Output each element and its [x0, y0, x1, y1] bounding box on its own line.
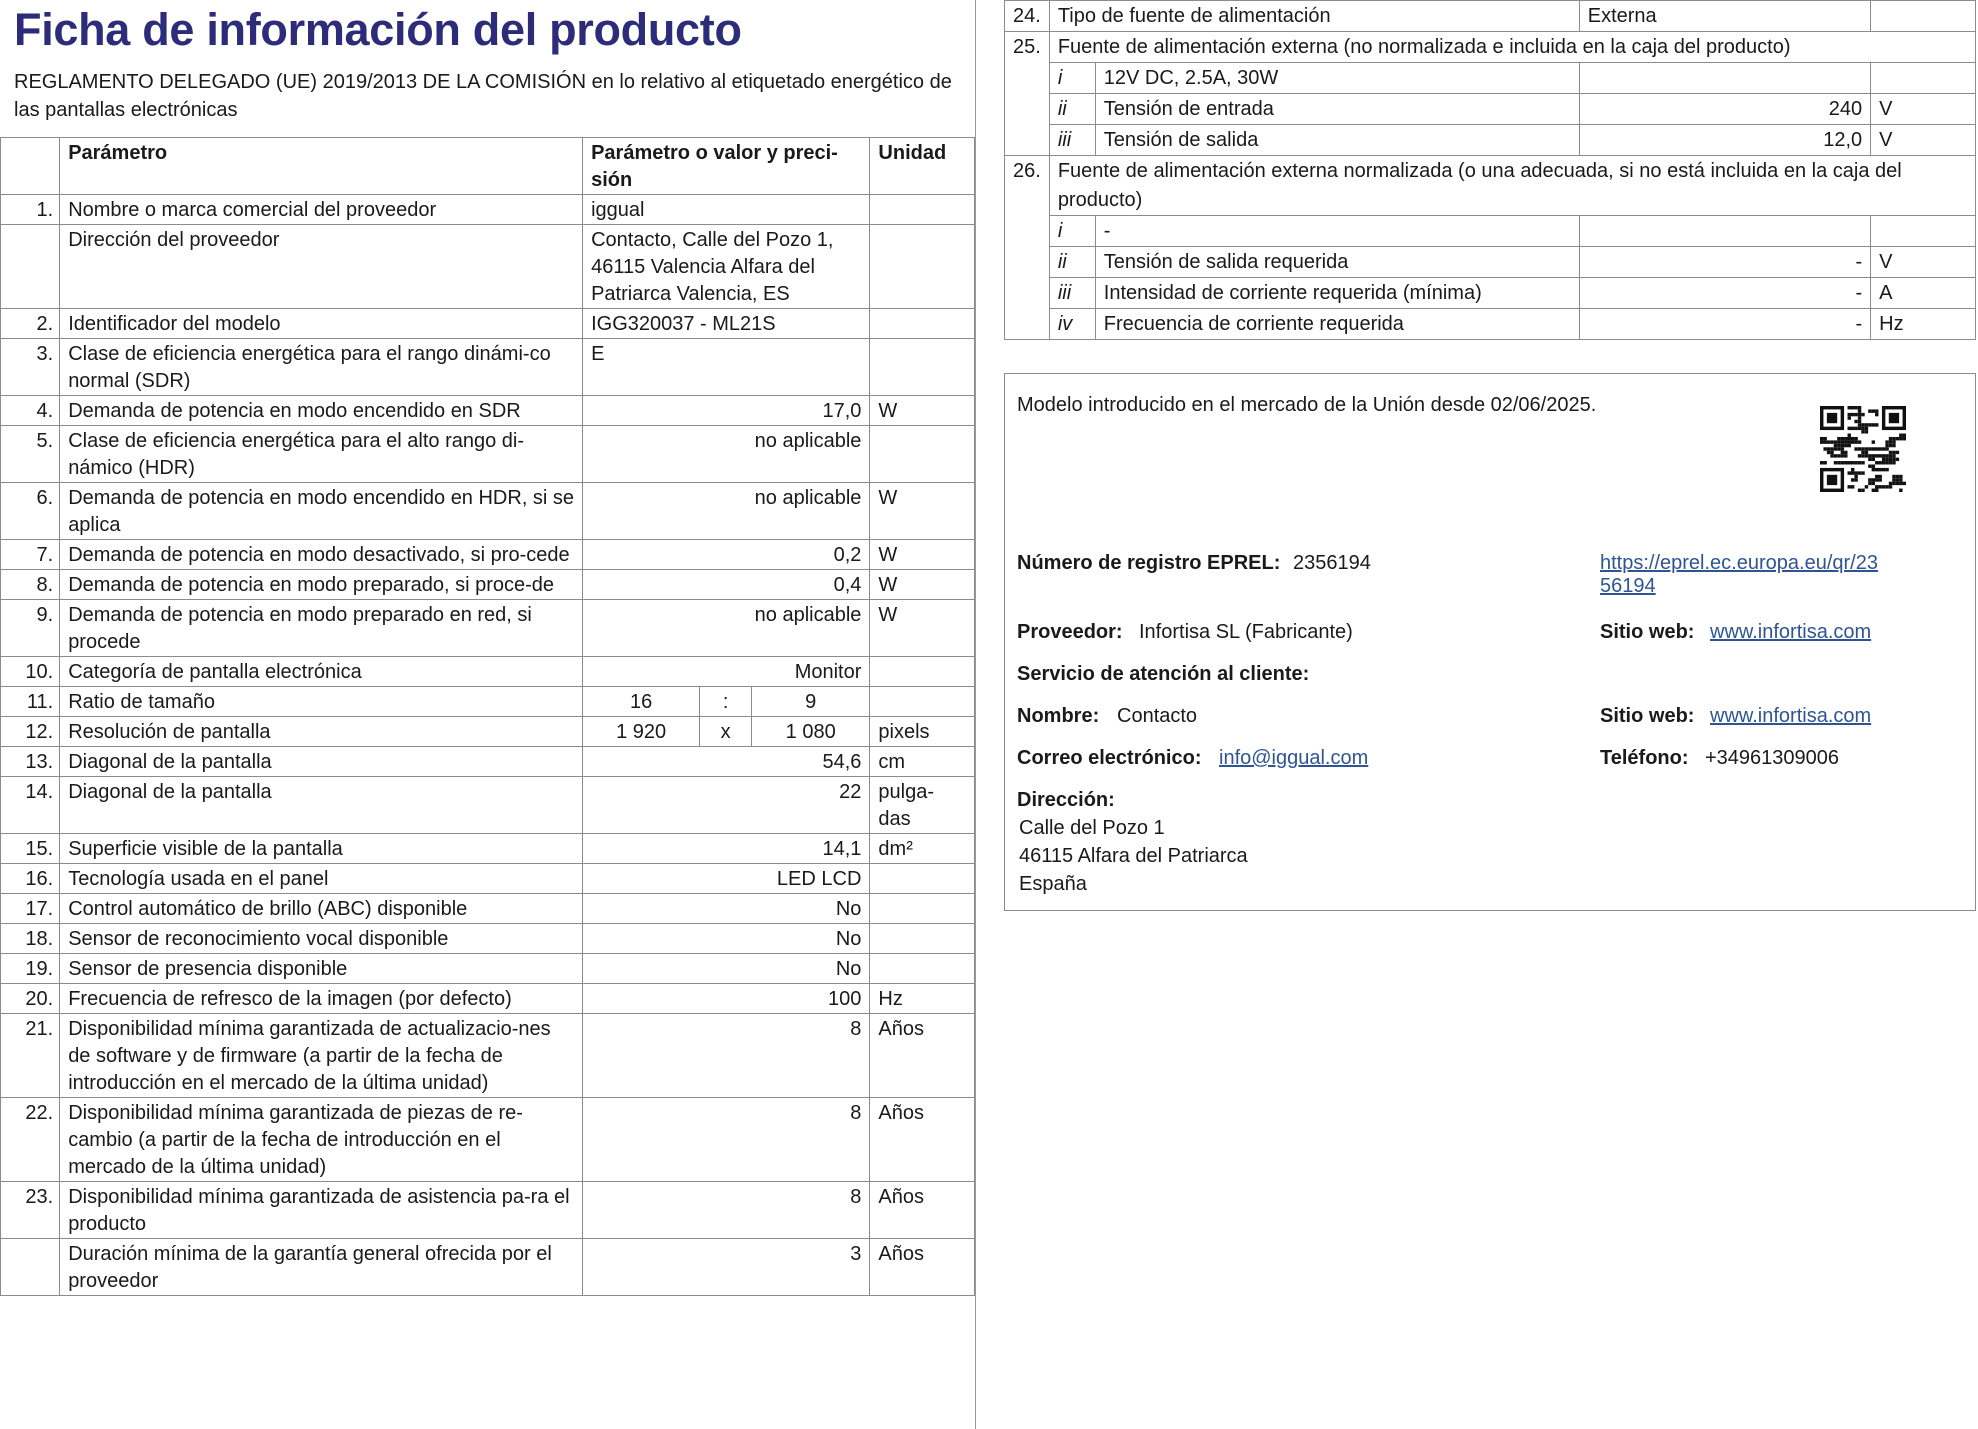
- row-value: no aplicable: [583, 483, 870, 540]
- row-unit: dm²: [870, 834, 975, 864]
- row-parameter: Identificador del modelo: [60, 309, 583, 339]
- sub-parameter: Tensión de salida: [1095, 125, 1579, 156]
- table-row: [1, 195, 975, 225]
- table-row: [1, 1239, 975, 1296]
- sub-row: [1005, 94, 1976, 125]
- row-unit: [870, 339, 975, 396]
- row-value: no aplicable: [583, 426, 870, 483]
- row-number: 4.: [1, 396, 60, 426]
- row-number: 14.: [1, 777, 60, 834]
- sub-row: [1005, 216, 1976, 247]
- row-number: 25.: [1005, 32, 1050, 156]
- row-value-a: 16: [583, 687, 700, 717]
- row-unit: [870, 864, 975, 894]
- row-value: 0,2: [583, 540, 870, 570]
- row-number: 10.: [1, 657, 60, 687]
- row-value-b: 1 080: [752, 717, 870, 747]
- row-parameter: Tecnología usada en el panel: [60, 864, 583, 894]
- row-value: 3: [583, 1239, 870, 1296]
- eprel-label: Número de registro EPREL:: [1017, 552, 1281, 574]
- row-value: LED LCD: [583, 864, 870, 894]
- sub-index: iii: [1049, 278, 1095, 309]
- row-unit: [870, 657, 975, 687]
- sub-row: [1005, 278, 1976, 309]
- table-row: [1, 1098, 975, 1182]
- row-value-sep: x: [700, 717, 752, 747]
- sub-parameter: 12V DC, 2.5A, 30W: [1095, 63, 1579, 94]
- row-parameter: Dirección del proveedor: [60, 225, 583, 309]
- row-number: 17.: [1, 894, 60, 924]
- row-parameter: Demanda de potencia en modo desactivado, si pro-cede: [60, 540, 583, 570]
- left-panel: [0, 0, 976, 1429]
- row-value: Monitor: [583, 657, 870, 687]
- row-number: 3.: [1, 339, 60, 396]
- row-unit: [870, 225, 975, 309]
- row-unit: Años: [870, 1014, 975, 1098]
- row-number: 23.: [1, 1182, 60, 1239]
- table-row: [1, 954, 975, 984]
- row-value: 8: [583, 1098, 870, 1182]
- row-value: 8: [583, 1182, 870, 1239]
- row-parameter: Demanda de potencia en modo encendido en HDR, si se aplica: [60, 483, 583, 540]
- sub-unit: A: [1871, 278, 1976, 309]
- header-unit: Unidad: [870, 138, 975, 195]
- sub-index: i: [1049, 63, 1095, 94]
- row-parameter: Fuente de alimentación externa normalizada (o una adecuada, si no está incluida en la caja del producto): [1049, 156, 1975, 216]
- row-value: 22: [583, 777, 870, 834]
- row-number: 24.: [1005, 1, 1050, 32]
- table-row: [1, 309, 975, 339]
- row-value: E: [583, 339, 870, 396]
- website-link[interactable]: www.infortisa.com: [1710, 621, 1872, 643]
- sub-row: [1005, 247, 1976, 278]
- sub-index: iii: [1049, 125, 1095, 156]
- sub-unit: V: [1871, 125, 1976, 156]
- row-value: No: [583, 924, 870, 954]
- sub-value: [1579, 216, 1870, 247]
- row-parameter: Nombre o marca comercial del proveedor: [60, 195, 583, 225]
- table-row: [1, 657, 975, 687]
- row-number: 2.: [1, 309, 60, 339]
- row-number: 1.: [1, 195, 60, 225]
- row-unit: [870, 924, 975, 954]
- row-number: 18.: [1, 924, 60, 954]
- sub-value: 240: [1579, 94, 1870, 125]
- row-parameter: Disponibilidad mínima garantizada de asistencia pa-ra el producto: [60, 1182, 583, 1239]
- service-website-link[interactable]: www.infortisa.com: [1710, 705, 1872, 727]
- row-value: 8: [583, 1014, 870, 1098]
- row-number: 8.: [1, 570, 60, 600]
- sub-value: -: [1579, 309, 1870, 340]
- row-unit: Años: [870, 1098, 975, 1182]
- sub-unit: V: [1871, 94, 1976, 125]
- supplier-value: Infortisa SL (Fabricante): [1139, 621, 1353, 643]
- table-row: [1, 426, 975, 483]
- table-row: [1, 396, 975, 426]
- eprel-link[interactable]: https://eprel.ec.europa.eu/qr/23 56194: [1600, 552, 1878, 597]
- table-row: [1, 225, 975, 309]
- sub-index: i: [1049, 216, 1095, 247]
- row-unit: [870, 426, 975, 483]
- header-number-cell: [1, 138, 60, 195]
- parameter-table: [0, 137, 975, 1296]
- row-parameter: Demanda de potencia en modo preparado en red, si procede: [60, 600, 583, 657]
- row-value-a: 1 920: [583, 717, 700, 747]
- sub-row: [1005, 125, 1976, 156]
- row-unit: [1871, 1, 1976, 32]
- row-parameter: Control automático de brillo (ABC) disponible: [60, 894, 583, 924]
- row-value: iggual: [583, 195, 870, 225]
- table-row: [1, 747, 975, 777]
- table-row: [1, 687, 975, 717]
- row-unit: Años: [870, 1182, 975, 1239]
- row-parameter: Demanda de potencia en modo preparado, si proce-de: [60, 570, 583, 600]
- sub-value: 12,0: [1579, 125, 1870, 156]
- sub-unit: [1871, 63, 1976, 94]
- row-parameter: Categoría de pantalla electrónica: [60, 657, 583, 687]
- contact-name-label: Nombre:: [1017, 705, 1100, 727]
- address-line-3: España: [1019, 873, 1087, 895]
- header-parameter: Parámetro: [60, 138, 583, 195]
- contact-name-value: Contacto: [1117, 705, 1198, 727]
- sub-row: [1005, 63, 1976, 94]
- row-value: 0,4: [583, 570, 870, 600]
- row-unit: Años: [870, 1239, 975, 1296]
- row-unit: W: [870, 570, 975, 600]
- sub-unit: V: [1871, 247, 1976, 278]
- row-number: 20.: [1, 984, 60, 1014]
- row-value: Contacto, Calle del Pozo 1, 46115 Valencia Alfara del Patriarca Valencia, ES: [583, 225, 870, 309]
- address-line-1: Calle del Pozo 1: [1019, 817, 1165, 839]
- sub-index: iv: [1049, 309, 1095, 340]
- table-row: [1, 1014, 975, 1098]
- row-parameter: Diagonal de la pantalla: [60, 747, 583, 777]
- table-row: [1, 483, 975, 540]
- eprel-number: 2356194: [1293, 552, 1371, 574]
- row-parameter: Demanda de potencia en modo encendido en SDR: [60, 396, 583, 426]
- table-row: [1, 864, 975, 894]
- table-row: [1, 777, 975, 834]
- table-row: [1, 834, 975, 864]
- row-number: 16.: [1, 864, 60, 894]
- page-title: Ficha de información del producto: [14, 4, 742, 55]
- row-number: 21.: [1, 1014, 60, 1098]
- row-value: 14,1: [583, 834, 870, 864]
- row-parameter: Sensor de presencia disponible: [60, 954, 583, 984]
- sub-value: -: [1579, 247, 1870, 278]
- table-row: [1, 894, 975, 924]
- row-value: IGG320037 - ML21S: [583, 309, 870, 339]
- row-value: 100: [583, 984, 870, 1014]
- header-value: Parámetro o valor y preci-sión: [583, 138, 870, 195]
- row-number: 26.: [1005, 156, 1050, 340]
- row-unit: cm: [870, 747, 975, 777]
- row-parameter: Frecuencia de refresco de la imagen (por defecto): [60, 984, 583, 1014]
- row-unit: [870, 954, 975, 984]
- address-label: Dirección:: [1017, 789, 1115, 811]
- row-number: [1, 225, 60, 309]
- row-parameter: Clase de eficiencia energética para el rango dinámi-co normal (SDR): [60, 339, 583, 396]
- row-unit: [870, 687, 975, 717]
- row-number: 15.: [1, 834, 60, 864]
- row-number: 5.: [1, 426, 60, 483]
- row-parameter: Fuente de alimentación externa (no normalizada e incluida en la caja del producto): [1049, 32, 1975, 63]
- sub-parameter: Intensidad de corriente requerida (mínima): [1095, 278, 1579, 309]
- row-unit: [870, 309, 975, 339]
- row-parameter: Superficie visible de la pantalla: [60, 834, 583, 864]
- row-parameter: Diagonal de la pantalla: [60, 777, 583, 834]
- sub-index: ii: [1049, 94, 1095, 125]
- service-website-label: Sitio web:: [1600, 705, 1695, 727]
- row-unit: pixels: [870, 717, 975, 747]
- row-unit: W: [870, 483, 975, 540]
- row-unit: [870, 195, 975, 225]
- qr-code-icon: [1820, 406, 1906, 492]
- row-value-sep: :: [700, 687, 752, 717]
- sub-value: [1579, 63, 1870, 94]
- row-number: 12.: [1, 717, 60, 747]
- phone-value: +34961309006: [1705, 747, 1840, 769]
- market-date: Modelo introducido en el mercado de la Unión desde 02/06/2025.: [1017, 394, 1597, 416]
- sub-parameter: Tensión de entrada: [1095, 94, 1579, 125]
- email-link[interactable]: info@iggual.com: [1219, 747, 1369, 769]
- supplier-label: Proveedor:: [1017, 621, 1123, 643]
- table-row: [1, 1182, 975, 1239]
- row-unit: [870, 894, 975, 924]
- table-row: [1, 984, 975, 1014]
- info-box: [1004, 373, 1976, 911]
- row-unit: W: [870, 396, 975, 426]
- row-parameter: Disponibilidad mínima garantizada de actualizacio-nes de software y de firmware (a partir de la fecha de introducción en el mercado de la última unidad): [60, 1014, 583, 1098]
- row-number: [1, 1239, 60, 1296]
- row-number: 22.: [1, 1098, 60, 1182]
- row-parameter: Resolución de pantalla: [60, 717, 583, 747]
- row-parameter: Tipo de fuente de alimentación: [1049, 1, 1579, 32]
- row-value: Externa: [1579, 1, 1870, 32]
- sub-row: [1005, 309, 1976, 340]
- table-header-row: [1, 138, 975, 195]
- row-number: 19.: [1, 954, 60, 984]
- email-label: Correo electrónico:: [1017, 747, 1202, 769]
- row-number: 6.: [1, 483, 60, 540]
- row-value: no aplicable: [583, 600, 870, 657]
- table-row: [1, 600, 975, 657]
- row-parameter: Ratio de tamaño: [60, 687, 583, 717]
- row-parameter: Sensor de reconocimiento vocal disponible: [60, 924, 583, 954]
- row-number: 13.: [1, 747, 60, 777]
- section-r25: [1005, 32, 1976, 63]
- sub-unit: [1871, 216, 1976, 247]
- row-unit: pulga-das: [870, 777, 975, 834]
- address-line-2: 46115 Alfara del Patriarca: [1019, 845, 1248, 867]
- sub-parameter: Frecuencia de corriente requerida: [1095, 309, 1579, 340]
- row-unit: W: [870, 540, 975, 570]
- table-row: [1, 540, 975, 570]
- power-supply-table: [1004, 0, 1976, 340]
- sub-index: ii: [1049, 247, 1095, 278]
- row-number: 11.: [1, 687, 60, 717]
- table-row: [1, 924, 975, 954]
- table-row: [1, 339, 975, 396]
- row-number: 7.: [1, 540, 60, 570]
- row-unit: W: [870, 600, 975, 657]
- row-24: [1005, 1, 1976, 32]
- table-row: [1, 570, 975, 600]
- row-parameter: Disponibilidad mínima garantizada de piezas de re-cambio (a partir de la fecha de introducción en el mercado de la última unidad): [60, 1098, 583, 1182]
- phone-label: Teléfono:: [1600, 747, 1689, 769]
- sub-value: -: [1579, 278, 1870, 309]
- sub-parameter: -: [1095, 216, 1579, 247]
- row-value: No: [583, 894, 870, 924]
- sub-unit: Hz: [1871, 309, 1976, 340]
- regulation-text: REGLAMENTO DELEGADO (UE) 2019/2013 DE LA COMISIÓN en lo relativo al etiquetado energético de las pantallas electrónicas: [14, 71, 952, 121]
- row-value-b: 9: [752, 687, 870, 717]
- row-parameter: Duración mínima de la garantía general ofrecida por el proveedor: [60, 1239, 583, 1296]
- row-value: 54,6: [583, 747, 870, 777]
- row-parameter: Clase de eficiencia energética para el alto rango di-námico (HDR): [60, 426, 583, 483]
- row-value: No: [583, 954, 870, 984]
- row-value: 17,0: [583, 396, 870, 426]
- customer-service-label: Servicio de atención al cliente:: [1017, 663, 1310, 685]
- table-row: [1, 717, 975, 747]
- row-unit: Hz: [870, 984, 975, 1014]
- website-label: Sitio web:: [1600, 621, 1695, 643]
- row-number: 9.: [1, 600, 60, 657]
- sub-parameter: Tensión de salida requerida: [1095, 247, 1579, 278]
- section-r26: [1005, 156, 1976, 216]
